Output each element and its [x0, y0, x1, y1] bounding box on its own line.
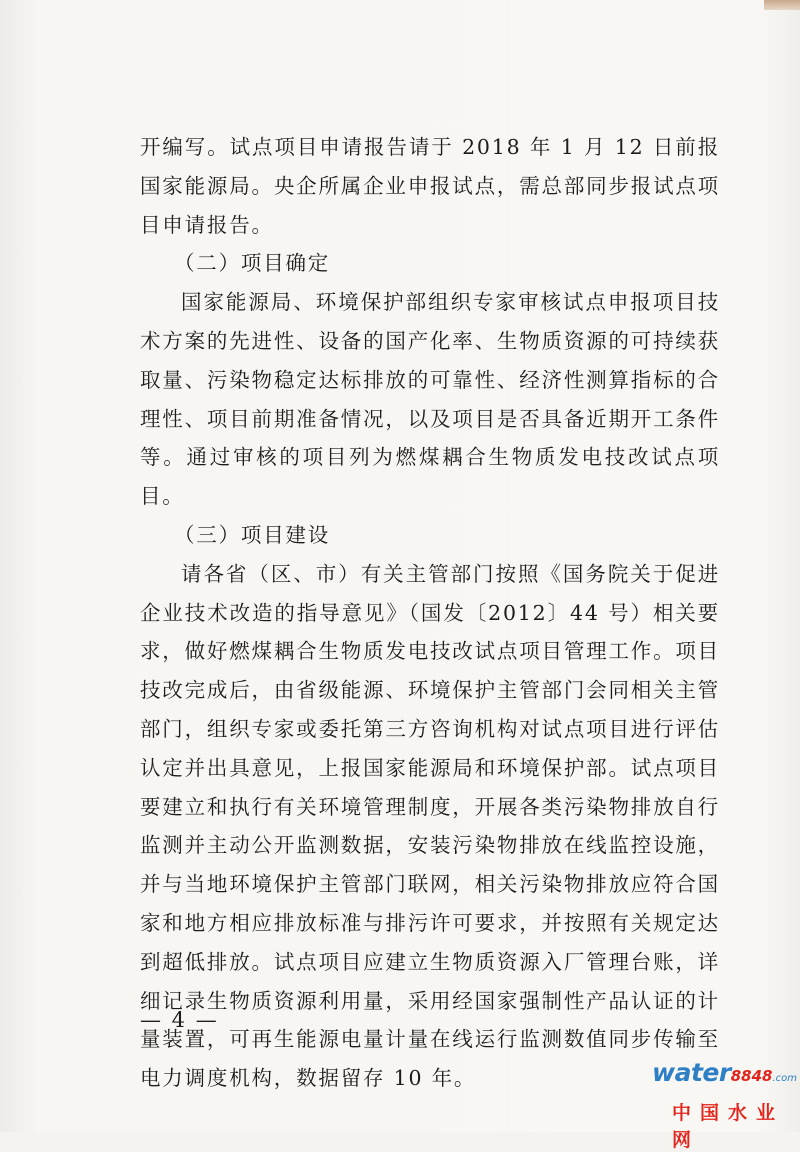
watermark-logo [652, 1058, 797, 1151]
page-number: — 4 — [140, 1008, 219, 1032]
watermark-logo-text [652, 1058, 797, 1087]
watermark-chinese-name: 中国水业网 [672, 1102, 785, 1151]
section-heading-3: （三）项目建设 [174, 522, 331, 547]
section-heading-2: （二）项目确定 [174, 251, 331, 276]
paragraph-continuation: 开编写。试点项目申请报告请于 2018 年 1 月 12 日前报国家能源局。央企所属企业申报试点，需总部同步报试点项目申请报告。 [140, 135, 720, 237]
document-body [140, 128, 720, 1098]
paragraph-project-confirmation: 国家能源局、环境保护部组织专家审核试点申报项目技术方案的先进性、设备的国产化率、生物质资源的可持续获取量、污染物稳定达标排放的可靠性、经济性测算指标的合理性、项目前期准备情况，以及项目是否具备近期开工条件等。通过审核的项目列为燃煤耦合生物质发电技改试点项目。 [140, 290, 720, 509]
watermark-number: 8848 [730, 1067, 773, 1085]
watermark-word: water [652, 1058, 731, 1087]
page-corner-decoration [764, 0, 800, 10]
paragraph-project-construction: 请各省（区、市）有关主管部门按照《国务院关于促进企业技术改造的指导意见》（国发〔2012〕44 号）相关要求，做好燃煤耦合生物质发电技改试点项目管理工作。项目技改完成后，由省级能源、环境保护主管部门会同相关主管部门，组织专家或委托第三方咨询机构对试点项目进行评估认定并出具意见，上报国家能源局和环境保护部。试点项目要建立和执行有关环境管理制度，开展各类污染物排放自行监测并主动公开监测数据，安装污染物排放在线监控设施，并与当地环境保护主管部门联网，相关污染物排放应符合国家和地方相应排放标准与排污许可要求，并按照有关规定达到超低排放。试点项目应建立生物质资源入厂管理台账，详细记录生物质资源利用量，采用经国家强制性产品认证的计量装置，可再生能源电量计量在线运行监测数值同步传输至电力调度机构，数据留存 10 年。 [140, 561, 720, 1091]
watermark-domain: .com [772, 1073, 797, 1084]
